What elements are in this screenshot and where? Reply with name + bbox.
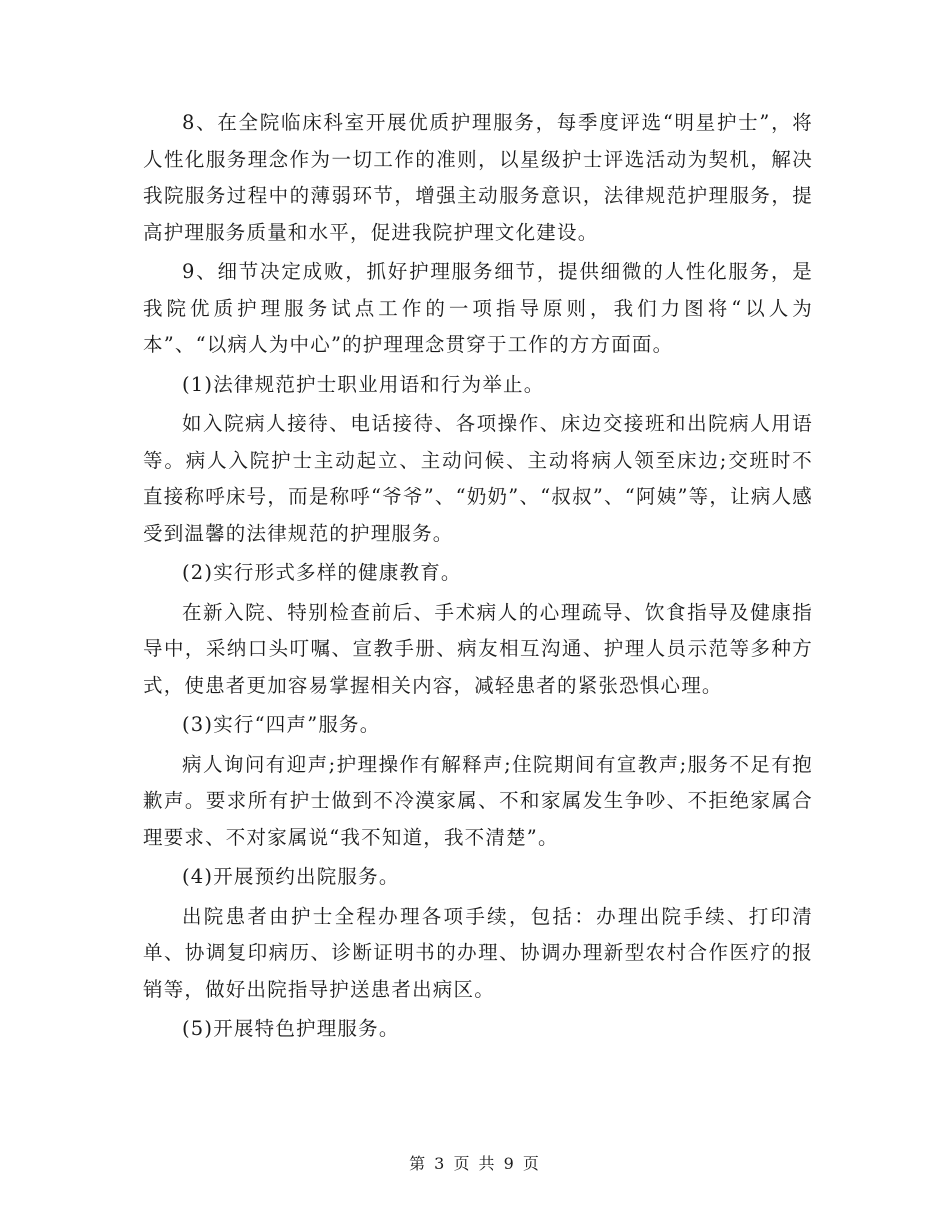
subheading-4: (4)开展预约出院服务。 — [182, 865, 400, 888]
subheading-2: (2)实行形式多样的健康教育。 — [182, 561, 462, 584]
subheading-5: (5)开展特色护理服务。 — [182, 1017, 400, 1040]
page-number-footer: 第 3 页 共 9 页 — [409, 1154, 541, 1173]
paragraph-health-education: 在新入院、特别检查前后、手术病人的心理疏导、饮食指导及健康指导中，采纳口头叮嘱、宣教手册、病友相互沟通、护理人员示范等多种方式，使患者更加容易掌握相关内容，减轻患者的紧张恐惧心理。 — [143, 600, 813, 697]
paragraph-item-8: 8、在全院临床科室开展优质护理服务，每季度评选“明星护士”，将人性化服务理念作为一切工作的准则，以星级护士评选活动为契机，解决我院服务过程中的薄弱环节，增强主动服务意识，法律规范护理服务，提高护理服务质量和水平，促进我院护理文化建设。 — [143, 111, 813, 244]
paragraph-discharge-service: 出院患者由护士全程办理各项手续，包括：办理出院手续、打印清单、协调复印病历、诊断证明书的办理、协调办理新型农村合作医疗的报销等，做好出院指导护送患者出病区。 — [143, 904, 813, 1001]
document-body — [143, 105, 813, 1051]
subheading-3: (3)实行“四声”服务。 — [182, 713, 381, 736]
subheading-1: (1)法律规范护士职业用语和行为举止。 — [182, 372, 545, 396]
paragraph-item-9: 9、细节决定成败，抓好护理服务细节，提供细微的人性化服务，是我院优质护理服务试点工作的一项指导原则，我们力图将“以人为本”、“以病人为中心”的护理理念贯穿于工作的方方面面。 — [143, 260, 813, 356]
paragraph-standard-language: 如入院病人接待、电话接待、各项操作、床边交接班和出院病人用语等。病人入院护士主动起立、主动问候、主动将病人领至床边;交班时不直接称呼床号，而是称呼“爷爷”、“奶奶”、“叔叔”、“阿姨”等，让病人感受到温馨的法律规范的护理服务。 — [143, 412, 813, 545]
paragraph-four-voices: 病人询问有迎声;护理操作有解释声;住院期间有宣教声;服务不足有抱歉声。要求所有护士做到不冷漠家属、不和家属发生争吵、不拒绝家属合理要求、不对家属说“我不知道，我不清楚”。 — [143, 752, 813, 849]
